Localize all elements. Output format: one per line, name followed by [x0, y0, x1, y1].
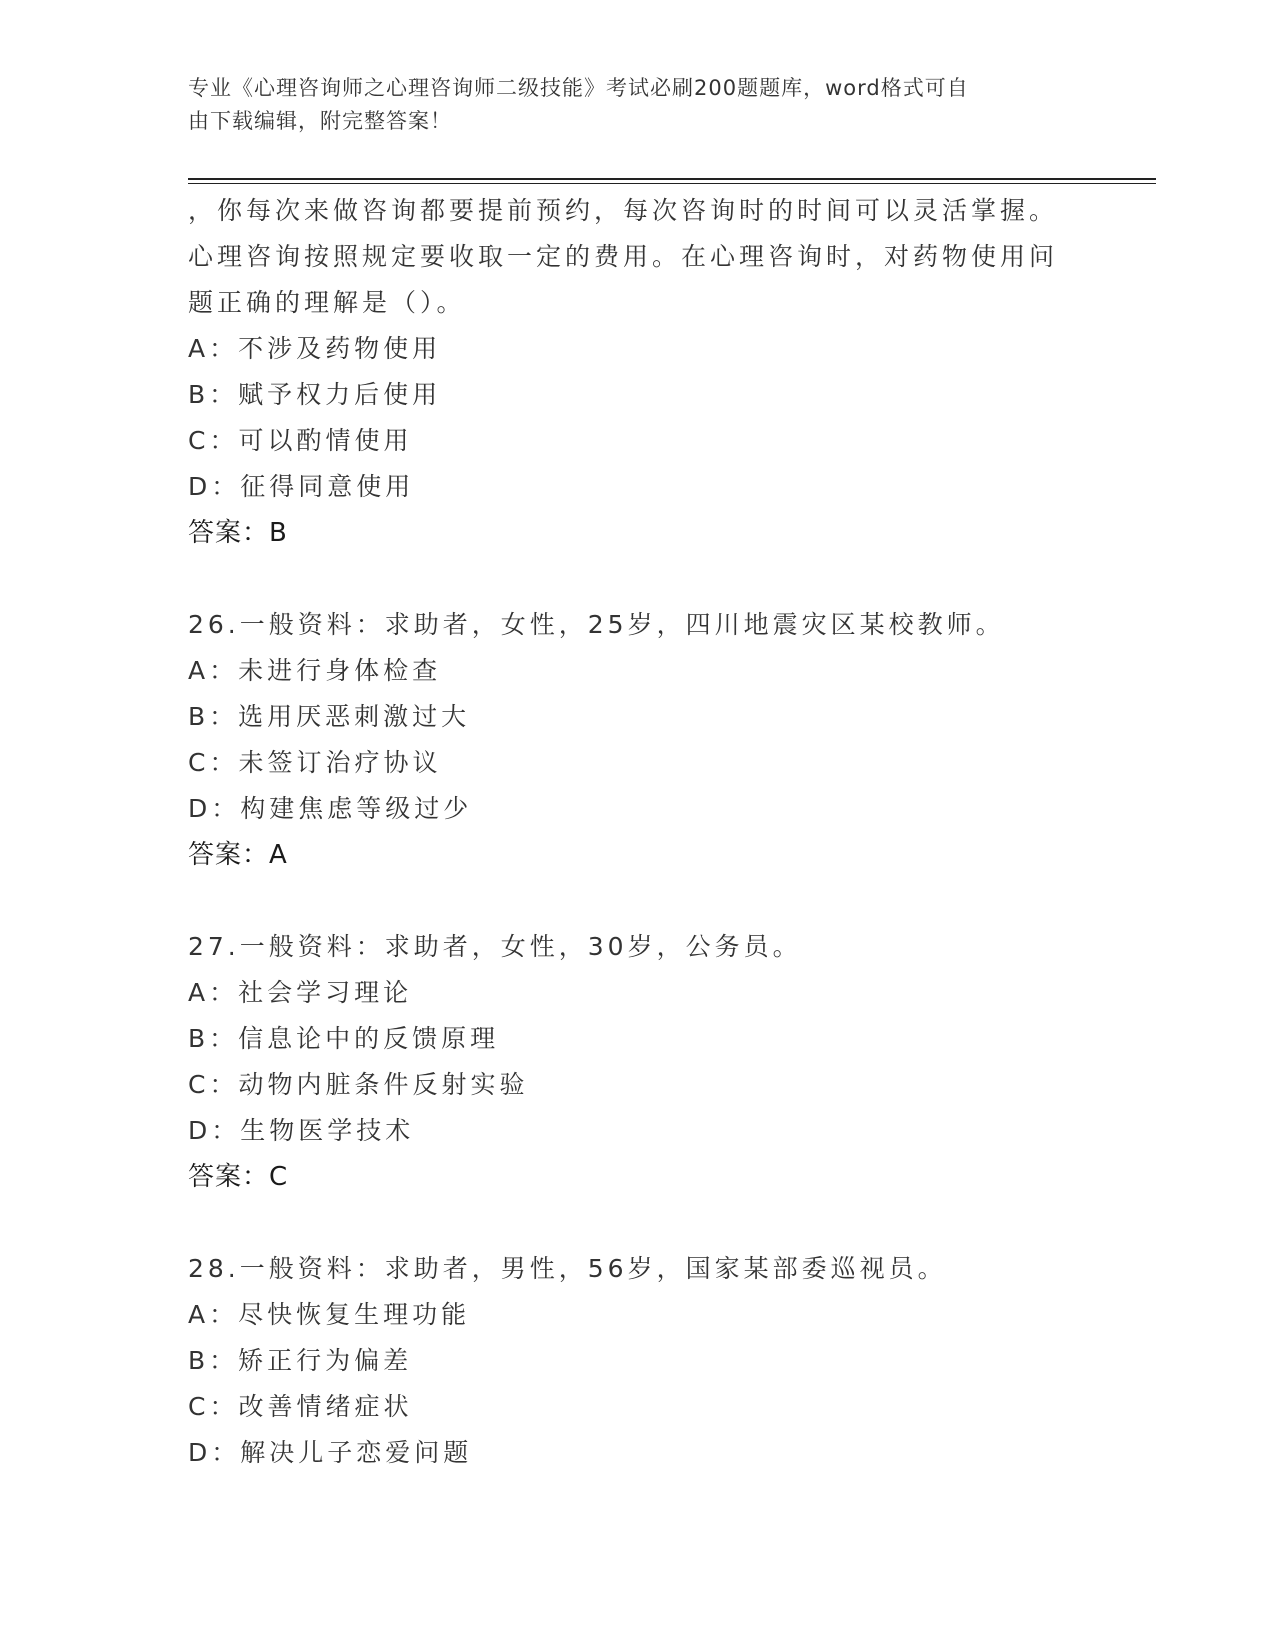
- option-b: B：赋予权力后使用: [188, 380, 442, 409]
- option-c: C：动物内脏条件反射实验: [188, 1070, 529, 1099]
- option-c: C：未签订治疗协议: [188, 748, 442, 777]
- question-stem: 28.一般资料：求助者，男性，56岁，国家某部委巡视员。: [188, 1254, 947, 1283]
- option-a: A：不涉及药物使用: [188, 334, 442, 363]
- option-b: B：矫正行为偏差: [188, 1346, 413, 1375]
- document-header: [188, 72, 1068, 138]
- option-d: D：生物医学技术: [188, 1116, 415, 1145]
- header-divider-thick: [188, 178, 1156, 180]
- question-block-28: [188, 1246, 1088, 1476]
- question-stem-line: ，你每次来做咨询都要提前预约，每次咨询时的时间可以灵活掌握。: [188, 196, 1059, 225]
- question-stem-line: 心理咨询按照规定要收取一定的费用。在心理咨询时，对药物使用问: [188, 242, 1059, 271]
- answer-line: 答案：A: [188, 840, 288, 870]
- question-stem: 26.一般资料：求助者，女性，25岁，四川地震灾区某校教师。: [188, 610, 1005, 639]
- option-a: A：未进行身体检查: [188, 656, 442, 685]
- option-c: C：可以酌情使用: [188, 426, 413, 455]
- question-stem-line: 题正确的理解是（）。: [188, 288, 466, 317]
- option-d: D：征得同意使用: [188, 472, 415, 501]
- question-block-25: [188, 188, 1088, 556]
- option-c: C：改善情绪症状: [188, 1392, 413, 1421]
- answer-line: 答案：B: [188, 518, 288, 548]
- option-b: B：选用厌恶刺激过大: [188, 702, 471, 731]
- question-block-27: [188, 924, 1088, 1200]
- header-title-line-2: 由下载编辑，附完整答案！: [188, 109, 452, 133]
- question-block-26: [188, 602, 1088, 878]
- option-a: A：尽快恢复生理功能: [188, 1300, 471, 1329]
- option-d: D：构建焦虑等级过少: [188, 794, 473, 823]
- option-a: A：社会学习理论: [188, 978, 413, 1007]
- header-title-line-1: 专业《心理咨询师之心理咨询师二级技能》考试必刷200题题库，word格式可自: [188, 76, 969, 100]
- option-d: D：解决儿子恋爱问题: [188, 1438, 473, 1467]
- question-stem: 27.一般资料：求助者，女性，30岁，公务员。: [188, 932, 802, 961]
- question-list: [188, 188, 1088, 1476]
- header-divider-thin: [188, 183, 1156, 184]
- option-b: B：信息论中的反馈原理: [188, 1024, 500, 1053]
- answer-line: 答案：C: [188, 1162, 289, 1192]
